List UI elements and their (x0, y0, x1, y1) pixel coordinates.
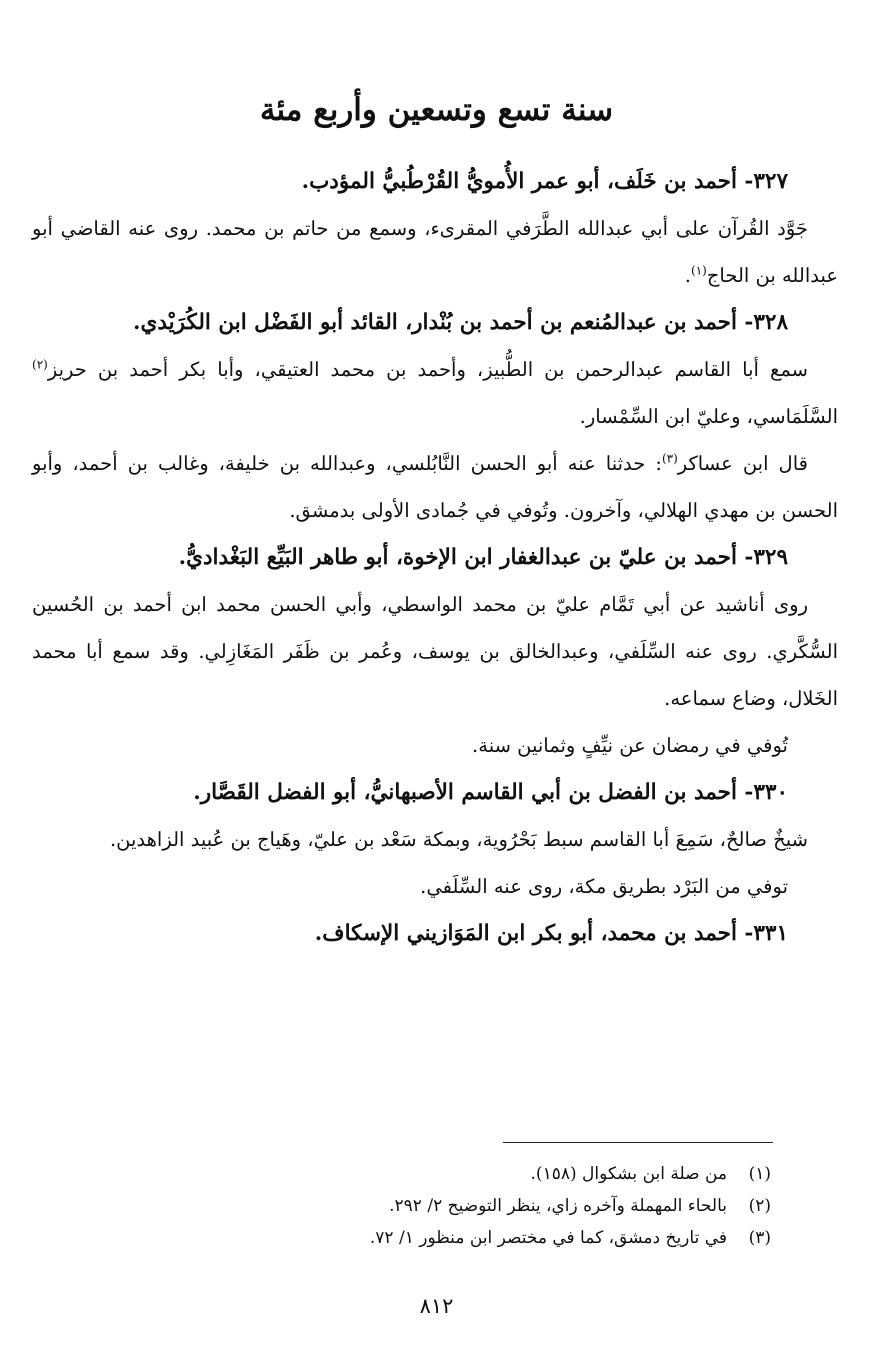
footnote-marker: (٣) (661, 451, 678, 466)
entry-heading: ٣٢٧- أحمد بن خَلَف، أبو عمر الأُمويُّ القُرْطُبيُّ المؤدب. (301, 169, 788, 194)
footnote-marker: (١) (691, 263, 707, 278)
entry-paragraph: سمع أبا القاسم عبدالرحمن بن الطُّبيز، وأحمد بن محمد العتيقي، وأبا بكر أحمد بن حريز$^{(٢)}$ السَّلَمَاسي، وعليّ ابن السِّمْسار. (32, 357, 838, 428)
entry-paragraph: روى أناشيد عن أبي تَمَّام عليّ بن محمد الواسطي، وأبي الحسن محمد ابن أحمد بن الحُسين السُّكَّري. روى عنه السِّلَفي، وعبدالخالق بن يوسف، وعُمر بن ظَفَر المَغَازِلي. وقد سمع أبا محمد الخَلال، وضاع سماعه. (32, 593, 838, 710)
section-title: سنة تسع وتسعين وأربع مئة (259, 92, 614, 128)
entry-heading: ٣٢٩- أحمد بن عليّ بن عبدالغفار ابن الإخوة، أبو طاهر البَيِّع البَغْداديُّ. (178, 545, 788, 570)
footnote-number: (١) (748, 1164, 771, 1184)
footnotes (71, 1158, 771, 1254)
footnote (71, 1158, 771, 1190)
footnote-text: في تاريخ دمشق، كما في مختصر ابن منظور ١/ ٧٢. (369, 1228, 727, 1248)
footnote-marker: (٢) (32, 357, 48, 372)
entry-paragraph: جَوَّد القُرآن على أبي عبدالله الطَّرَفي المقرىء، وسمع من حاتم بن محمد. روى عنه القاضي أبو عبدالله بن الحاج$^{(١)}$. (32, 217, 838, 287)
entry-paragraph: تُوفي في رمضان عن نيِّفٍ وثمانين سنة. (472, 734, 788, 757)
page-number: ٨١٢ (419, 1294, 454, 1318)
entry-paragraph: قال ابن عساكر$^{(٣)}$: حدثنا عنه أبو الحسن النَّابُلسي، وعبدالله بن خليفة، وغالب بن أحمد، وأبو الحسن بن مهدي الهلالي، وآخرون. وتُوفي في جُمادى الأولى بدمشق. (32, 451, 838, 522)
footnote-number: (٣) (748, 1228, 771, 1248)
entry-heading: ٣٣١- أحمد بن محمد، أبو بكر ابن المَوَازيني الإسكاف. (314, 921, 788, 946)
entry-paragraph: شيخٌ صالحٌ، سَمِعَ أبا القاسم سبط بَحْرُوية، وبمكة سَعْد بن عليّ، وهَياج بن عُبيد الزاهدين. (109, 828, 808, 851)
footnote-divider (503, 1142, 773, 1143)
footnote-text: من صلة ابن بشكوال (١٥٨). (530, 1164, 727, 1184)
footnote-text: بالحاء المهملة وآخره زاي، ينظر التوضيح ٢/ ٢٩٢. (389, 1196, 727, 1216)
footnote-number: (٢) (748, 1196, 771, 1216)
main-text (32, 158, 838, 957)
footnote (71, 1190, 771, 1222)
entry-heading: ٣٣٠- أحمد بن الفضل بن أبي القاسم الأصبهانيُّ، أبو الفضل القَصَّار. (193, 780, 788, 805)
entry-heading: ٣٢٨- أحمد بن عبدالمُنعم بن أحمد بن بُنْدار، القائد أبو الفَضْل ابن الكُرَيْدي. (133, 310, 788, 335)
footnote (71, 1222, 771, 1254)
entry-paragraph: توفي من البَرْد بطريق مكة، روى عنه السِّلَفي. (420, 875, 788, 898)
